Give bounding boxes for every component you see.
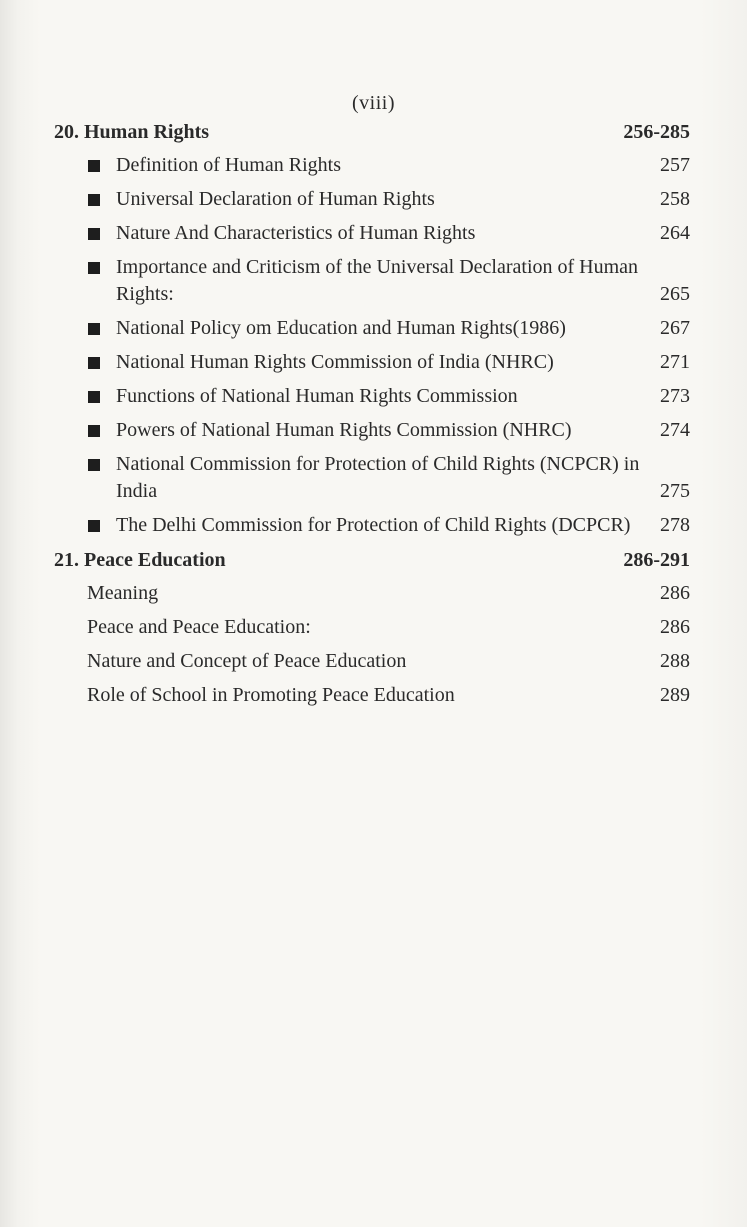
entry-page: 289: [660, 683, 690, 706]
entry-title: Peace and Peace Education:: [87, 615, 311, 638]
entry-page: 264: [660, 221, 690, 244]
entry-page: 257: [660, 153, 690, 176]
entry-title: Nature and Concept of Peace Education: [87, 649, 407, 672]
square-bullet-icon: [88, 228, 100, 240]
entry-title: National Commission for Protection of Child Rights (NCPCR) in India: [116, 452, 640, 502]
toc-entry: [54, 447, 690, 508]
entry-title: Powers of National Human Rights Commission (NHRC): [116, 418, 572, 441]
toc-entry: [54, 678, 690, 712]
entry-page: 265: [660, 282, 690, 305]
toc-entry: [54, 311, 690, 345]
square-bullet-icon: [88, 262, 100, 274]
chapter-title: 20. Human Rights: [54, 121, 210, 143]
entry-title: Nature And Characteristics of Human Rights: [116, 221, 476, 244]
toc-entry: [54, 413, 690, 447]
toc-entry: [54, 148, 690, 182]
toc-entry: [54, 644, 690, 678]
square-bullet-icon: [88, 194, 100, 206]
chapter-page-range: 286-291: [623, 549, 690, 571]
entry-title: The Delhi Commission for Protection of Child Rights (DCPCR): [116, 513, 631, 536]
entry-page: 286: [660, 581, 690, 604]
toc-entry: [54, 216, 690, 250]
square-bullet-icon: [88, 459, 100, 471]
chapter-title: 21. Peace Education: [54, 549, 226, 571]
square-bullet-icon: [88, 425, 100, 437]
entry-page: 286: [660, 615, 690, 638]
entry-page: 273: [660, 384, 690, 407]
entry-page: 258: [660, 187, 690, 210]
chapter-entries: [54, 576, 690, 712]
toc-entry: [54, 379, 690, 413]
entry-page: 278: [660, 513, 690, 536]
entry-title: National Human Rights Commission of India (NHRC): [116, 350, 554, 373]
entry-title: Definition of Human Rights: [116, 153, 341, 176]
toc-entry: [54, 576, 690, 610]
toc-entry: [54, 250, 690, 311]
chapter-entries: [54, 148, 690, 542]
toc-entry: [54, 508, 690, 542]
entry-page: 275: [660, 479, 690, 502]
chapter-heading: [54, 116, 690, 148]
chapter-page-range: 256-285: [623, 121, 690, 143]
entry-title: Role of School in Promoting Peace Education: [87, 683, 455, 706]
square-bullet-icon: [88, 520, 100, 532]
entry-title: Universal Declaration of Human Rights: [116, 187, 435, 210]
entry-title: Importance and Criticism of the Universal Declaration of Human Rights:: [116, 255, 639, 305]
page-number: (viii): [352, 92, 395, 114]
toc-entry: [54, 345, 690, 379]
entry-page: 271: [660, 350, 690, 373]
toc-entry: [54, 610, 690, 644]
entry-page: 274: [660, 418, 690, 441]
square-bullet-icon: [88, 160, 100, 172]
entry-title: Meaning: [87, 581, 159, 604]
square-bullet-icon: [88, 391, 100, 403]
entry-page: 267: [660, 316, 690, 339]
square-bullet-icon: [88, 357, 100, 369]
entry-title: Functions of National Human Rights Commission: [116, 384, 518, 407]
table-of-contents: [54, 116, 690, 714]
entry-title: National Policy om Education and Human Rights(1986): [116, 316, 566, 339]
entry-page: 288: [660, 649, 690, 672]
square-bullet-icon: [88, 323, 100, 335]
chapter-heading: [54, 544, 690, 576]
toc-entry: [54, 182, 690, 216]
